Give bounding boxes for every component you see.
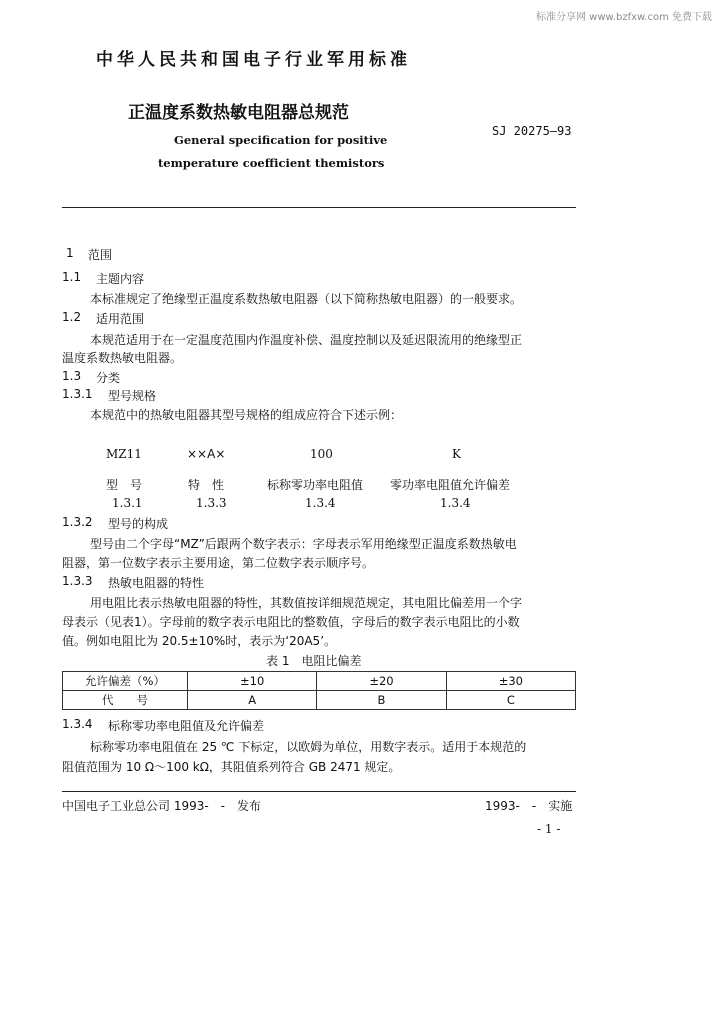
example-code-characteristic: ××A× xyxy=(187,447,226,461)
table-row-header-tolerance: 允许偏差（%） xyxy=(63,672,188,691)
standard-title: 中华人民共和国电子行业军用标准 xyxy=(96,50,411,70)
example-code-tolerance: K xyxy=(452,447,461,461)
section-1-2-title: 适用范围 xyxy=(96,312,145,326)
example-code-resistance: 100 xyxy=(310,447,333,461)
table-cell: A xyxy=(188,691,317,710)
table-cell: ±30 xyxy=(446,672,575,691)
header-divider xyxy=(62,207,576,208)
section-1-1-text: 本标准规定了绝缘型正温度系数热敏电阻器（以下简称热敏电阻器）的一般要求。 xyxy=(90,292,523,306)
document-title: 正温度系数热敏电阻器总规范 xyxy=(128,103,349,123)
issue-statement: 中国电子工业总公司 1993- - 发布 xyxy=(62,799,262,813)
table-cell: ±20 xyxy=(317,672,446,691)
section-1-3-2-text: 型号由二个字母“MZ”后跟两个数字表示：字母表示军用绝缘型正温度系数热敏电 xyxy=(90,537,517,551)
table-1-caption: 表 1 电阻比偏差 xyxy=(266,654,362,668)
example-ref-characteristic: 1.3.3 xyxy=(196,496,227,510)
section-1-title: 范围 xyxy=(88,248,113,262)
section-1-2-text-cont: 温度系数热敏电阻器。 xyxy=(62,351,183,365)
section-1-3-1-text: 本规范中的热敏电阻器其型号规格的组成应符合下述示例： xyxy=(90,408,403,422)
section-1-3-3-title: 热敏电阻器的特性 xyxy=(108,576,205,590)
page-number: - 1 - xyxy=(537,822,561,836)
table-cell: ±10 xyxy=(188,672,317,691)
section-1-3-1-number: 1.3.1 xyxy=(62,387,93,401)
footer-divider xyxy=(62,791,576,792)
watermark: 标准分享网 www.bzfxw.com 免费下载 xyxy=(536,12,712,23)
section-1-2-text: 本规范适用于在一定温度范围内作温度补偿、温度控制以及延迟限流用的绝缘型正 xyxy=(90,333,523,347)
section-1-number: 1 xyxy=(66,246,74,260)
section-1-3-4-number: 1.3.4 xyxy=(62,717,93,731)
section-1-3-title: 分类 xyxy=(96,371,121,385)
section-1-3-4-text-cont: 阻值范围为 10 Ω～100 kΩ，其阻值系列符合 GB 2471 规定。 xyxy=(62,760,401,774)
section-1-3-3-text-cont1: 母表示（见表1）。字母前的数字表示电阻比的整数值，字母后的数字表示电阻比的小数 xyxy=(62,615,520,629)
section-1-3-3-text: 用电阻比表示热敏电阻器的特性，其数值按详细规范规定，其电阻比偏差用一个字 xyxy=(90,596,523,610)
example-label-resistance: 标称零功率电阻值 xyxy=(267,478,364,492)
effective-statement: 1993- - 实施 xyxy=(485,799,573,813)
example-ref-tolerance: 1.3.4 xyxy=(440,496,471,510)
section-1-3-2-title: 型号的构成 xyxy=(108,517,169,531)
section-1-1-number: 1.1 xyxy=(62,270,82,284)
example-ref-model: 1.3.1 xyxy=(112,496,143,510)
resistance-ratio-table xyxy=(62,671,576,710)
section-1-2-number: 1.2 xyxy=(62,310,82,324)
section-1-3-3-number: 1.3.3 xyxy=(62,574,93,588)
table-cell: B xyxy=(317,691,446,710)
section-1-3-2-number: 1.3.2 xyxy=(62,515,93,529)
section-1-3-4-text: 标称零功率电阻值在 25 ℃ 下标定，以欧姆为单位，用数字表示。适用于本规范的 xyxy=(90,740,527,754)
example-code-model: MZ11 xyxy=(106,447,142,461)
section-1-3-1-title: 型号规格 xyxy=(108,389,157,403)
document-code: SJ 20275—93 xyxy=(492,124,572,138)
example-label-model: 型 号 xyxy=(106,478,143,492)
table-row-header-code: 代 号 xyxy=(63,691,188,710)
section-1-3-number: 1.3 xyxy=(62,369,82,383)
table-cell: C xyxy=(446,691,575,710)
english-title-line1: General specification for positive xyxy=(174,133,388,147)
section-1-1-title: 主题内容 xyxy=(96,272,145,286)
example-ref-resistance: 1.3.4 xyxy=(305,496,336,510)
english-title-line2: temperature coefficient themistors xyxy=(158,156,385,170)
section-1-3-4-title: 标称零功率电阻值及允许偏差 xyxy=(108,719,265,733)
table-row xyxy=(63,672,576,691)
section-1-3-3-text-cont2: 值。例如电阻比为 20.5±10%时，表示为‘20A5’。 xyxy=(62,634,337,648)
example-label-characteristic: 特 性 xyxy=(188,478,225,492)
example-label-tolerance: 零功率电阻值允许偏差 xyxy=(390,478,511,492)
table-row xyxy=(63,691,576,710)
section-1-3-2-text-cont: 阻器，第一位数字表示主要用途，第二位数字表示顺序号。 xyxy=(62,556,375,570)
